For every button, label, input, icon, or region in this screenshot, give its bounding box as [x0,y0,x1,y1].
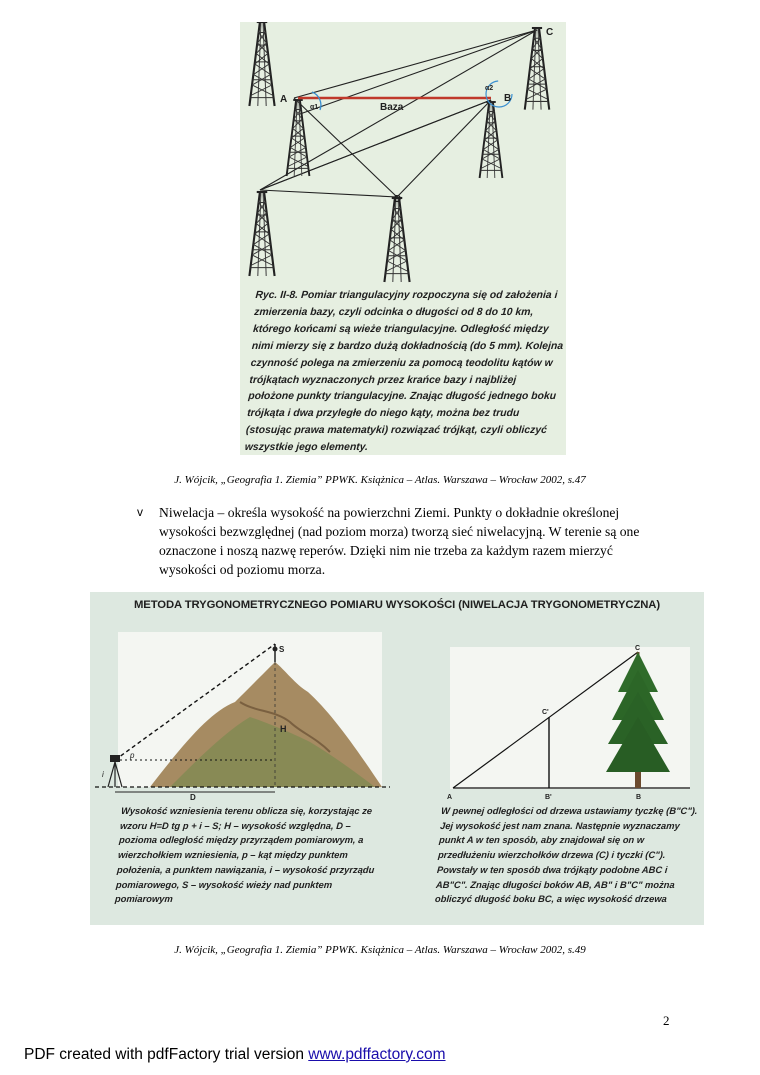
paragraph-text: Niwelacja – określa wysokość na powierzchni Ziemi. Punkty o dokładnie określonej wysokości bezwzględnej (nad poziom morza) tworzą sieć niwelacyjną. W terenie są one oznaczone i noszą nazwę reperów. Dzięki nim nie trzeba za każdym razem mierzyć wysokości od poziomu morza. [159,505,640,577]
bullet-marker: v [137,505,143,519]
source-citation-1: J. Wójcik, „Geografia 1. Ziemia” PPWK. Książnica – Atlas. Warszawa – Wrocław 2002, s.47 [174,474,586,486]
tower-b [480,102,503,178]
figure2-caption-right: W pewnej odległości od drzewa ustawiamy tyczkę (B"C"). Jej wysokość jest nam znana. Następnie wyznaczamy punkt A w ten sposób, aby znajdował się on w przedłużeniu wierzchołków drzewa (C) i tyczki (C"). Powstały w ten sposób dwa trójkąty podobne ABC i AB"C". Znając długości boków AB, AB" i B"C" można obliczyć długość boku BC, a więc wysokość drzewa [434,805,698,905]
source-citation-2: J. Wójcik, „Geografia 1. Ziemia” PPWK. Książnica – Atlas. Warszawa – Wrocław 2002, s.49 [174,944,586,956]
label-i: i [102,770,104,779]
label-c1: C' [542,709,549,716]
label-alpha2: α2 [485,85,494,92]
label-a2: A [447,794,453,801]
label-b: B [504,93,512,104]
tower-d [384,198,409,282]
label-b2: B [636,794,642,801]
label-alpha1: α1 [310,104,319,111]
triangulation-figure [240,22,566,455]
triangulation-diagram [240,22,566,292]
label-c2: C [635,645,641,652]
figure2-caption-left: Wysokość wzniesienia terenu oblicza się, korzystając ze wzoru H=D tg p + i – S; H – wysokość względna, D – pozioma odległość między przyrządem pomiarowym, a wierzchołkiem wzniesienia, p – kąt między punktem położenia, a punktem nawiązania, i – wysokość przyrządu pomiarowego, S – wysokość wieży nad punktem pomiarowym [114,805,375,905]
label-p: p [130,751,135,760]
figure2-title: METODA TRYGONOMETRYCZNEGO POMIARU WYSOKOŚCI (NIWELACJA TRYGONOMETRYCZNA) [133,599,661,611]
pdffactory-link[interactable]: www.pdffactory.com [308,1046,446,1063]
levelling-figure [90,592,704,925]
tower-c [525,28,549,110]
figure1-caption: Ryc. II-8. Pomiar triangulacyjny rozpoczyna się od założenia i zmierzenia bazy, czyli odcinka o długości od 8 do 10 km, którego końcami są wieże triangulacyjne. Odległość między nimi mierzy się z bardzo dużą dokładnością (do 5 mm). Kolejna czynność polega na zmierzeniu za pomocą teodolitu kątów w trójkątach wyznaczonych przez krańce bazy i najbliżej położone punkty triangulacyjne. Znając długość jednego boku trójkąta i dwa przyległe do niego kąty, można bez trudu (stosując prawa matematyki) rozwiązać trójkąt, czyli obliczyć wszystkie jego elementy. [244,290,564,454]
footer-text: PDF created with pdfFactory trial version [24,1046,309,1063]
label-d: D [394,194,402,205]
label-s: S [279,645,285,654]
pdf-footer [24,1046,446,1064]
label-d2: D [190,793,196,802]
tower-top-left [249,22,274,106]
label-h: H [280,724,287,734]
label-baza: Baza [380,102,404,113]
label-b1: B' [545,794,552,801]
tower-bottom-left [249,192,274,276]
page-number: 2 [663,1013,670,1028]
label-a: A [280,94,288,105]
label-c: C [546,27,554,38]
